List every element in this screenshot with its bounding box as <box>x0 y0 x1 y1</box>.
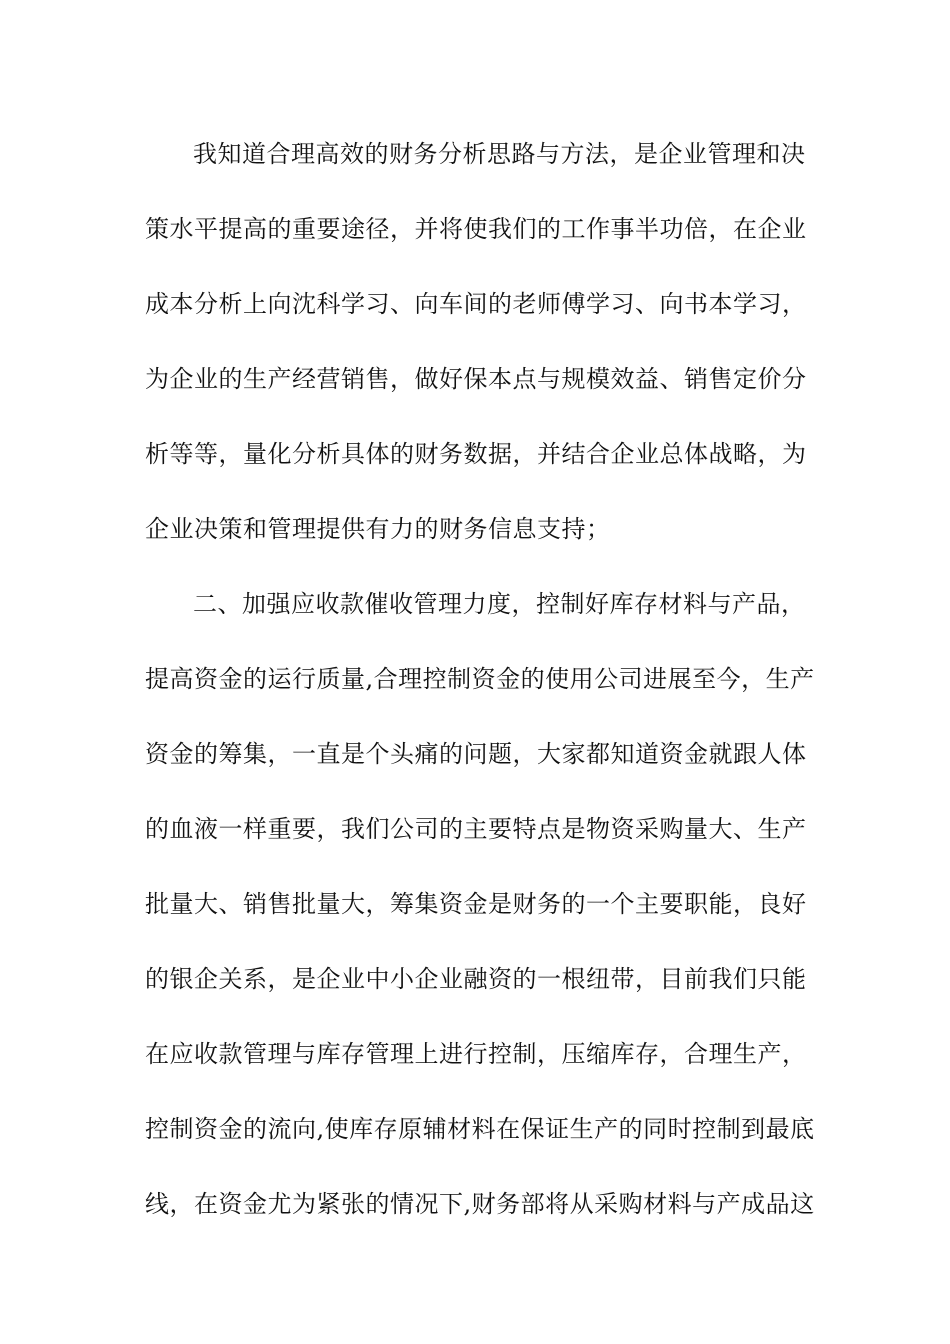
text-line: 控制资金的流向,使库存原辅材料在保证生产的同时控制到最底 <box>145 1115 815 1143</box>
text-line: 线，在资金尤为紧张的情况下,财务部将从采购材料与产成品这 <box>145 1190 815 1218</box>
body-text <box>145 128 815 1253</box>
text-line: 批量大、销售批量大，筹集资金是财务的一个主要职能，良好 <box>145 890 807 918</box>
text-line: 析等等，量化分析具体的财务数据，并结合企业总体战略，为 <box>145 440 807 468</box>
text-line: 企业决策和管理提供有力的财务信息支持； <box>145 515 611 543</box>
text-line: 资金的筹集，一直是个头痛的问题，大家都知道资金就跟人体 <box>145 740 807 768</box>
text-line: 成本分析上向沈科学习、向车间的老师傅学习、向书本学习， <box>145 290 807 318</box>
text-line: 的银企关系，是企业中小企业融资的一根纽带，目前我们只能 <box>145 965 807 993</box>
text-line: 策水平提高的重要途径，并将使我们的工作事半功倍，在企业 <box>145 215 807 243</box>
text-line: 的血液一样重要，我们公司的主要特点是物资采购量大、生产 <box>145 815 807 843</box>
text-line: 在应收款管理与库存管理上进行控制，压缩库存，合理生产， <box>145 1040 807 1068</box>
text-line: 提高资金的运行质量,合理控制资金的使用公司进展至今，生产 <box>145 665 815 693</box>
text-line: 为企业的生产经营销售，做好保本点与规模效益、销售定价分 <box>145 365 807 393</box>
text-line-paragraph-start: 我知道合理高效的财务分析思路与方法，是企业管理和决 <box>193 140 806 168</box>
text-line-paragraph-start: 二、加强应收款催收管理力度，控制好库存材料与产品， <box>193 590 806 618</box>
